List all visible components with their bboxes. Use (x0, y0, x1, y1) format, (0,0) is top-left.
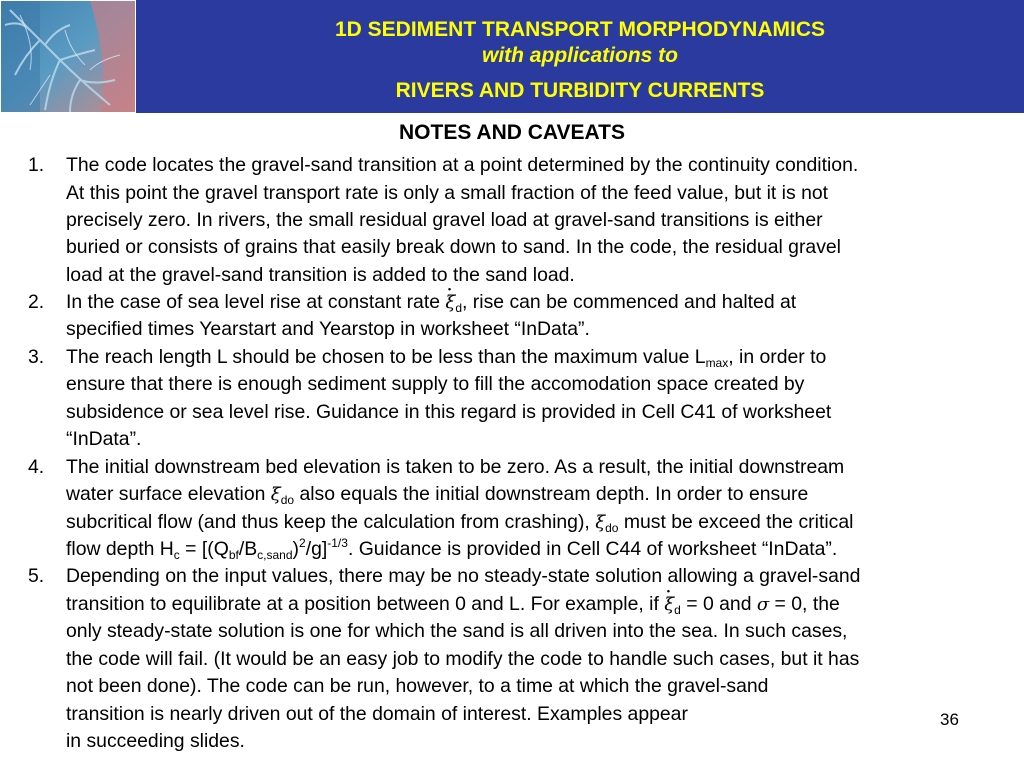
note-3-text-a: The reach length L should be chosen to be less than the maximum value L (66, 346, 706, 368)
note-4-line-3-text-b: must be exceed the critical (623, 511, 854, 533)
subscript-d: d (674, 603, 681, 617)
formula-text: = [(Q (179, 538, 229, 560)
note-3-text-b: , in order to (728, 346, 827, 368)
note-1-line-3: precisely zero. In rivers, the small residual gravel load at gravel-sand transitions is either (66, 209, 823, 231)
note-2-line-1 (66, 290, 796, 315)
superscript-exponent: -1/3 (327, 536, 348, 550)
note-4-line-2-text-b: also equals the initial downstream depth. In order to ensure (299, 483, 809, 505)
xi-symbol: ξ (595, 512, 606, 533)
note-4-line-2 (66, 482, 808, 507)
xi-symbol: ξ (270, 484, 281, 505)
header-title-line-3: RIVERS AND TURBIDITY CURRENTS (395, 79, 765, 102)
note-2-number: 2. (28, 291, 45, 313)
note-5-line-2-text-c: = 0, the (769, 593, 840, 615)
note-5-number: 5. (28, 565, 45, 587)
subscript-max: max (705, 356, 729, 370)
xi-dot-symbol: · ξ (664, 593, 674, 617)
note-4-line-3-text-a: subcritical flow (and thus keep the calculation from crashing), (66, 511, 590, 533)
note-3-line-1 (66, 345, 826, 369)
note-3-line-4: “InData”. (66, 428, 142, 450)
note-5-line-3: only steady-state solution is one for which the sand is all driven into the sea. In such cases, (66, 620, 848, 642)
note-3-line-3: subsidence or sea level rise. Guidance in this regard is provided in Cell C41 of worksheet (66, 401, 832, 423)
note-1-line-2: At this point the gravel transport rate is only a small fraction of the feed value, but it is not (66, 182, 829, 204)
note-5-line-7: in succeeding slides. (66, 730, 245, 752)
note-5-line-2-text-a: transition to equilibrate at a position between 0 and L. For example, if (66, 593, 659, 615)
note-5-line-4: the code will fail. (It would be an easy job to modify the code to handle such cases, but it has (66, 648, 860, 670)
note-2-text-b: , rise can be commenced and halted at (462, 291, 797, 313)
subscript-c-sand: c,sand (257, 548, 293, 562)
note-4-line-4 (66, 537, 837, 561)
sigma-symbol: σ (756, 594, 770, 615)
notes-heading: NOTES AND CAVEATS (399, 121, 625, 144)
formula-text: flow depth H (66, 538, 174, 560)
subscript-do: do (605, 521, 619, 535)
note-4-number: 4. (28, 456, 45, 478)
note-3-number: 3. (28, 346, 45, 368)
note-2-text-a: In the case of sea level rise at constant rate (66, 291, 441, 313)
note-4-line-1: The initial downstream bed elevation is taken to be zero. As a result, the initial downstream (66, 456, 845, 478)
header-title-line-2: with applications to (481, 44, 678, 67)
formula-text: ) (292, 538, 299, 560)
formula-text: /g] (305, 538, 328, 560)
page-number: 36 (940, 710, 959, 729)
header-title-line-1: 1D SEDIMENT TRANSPORT MORPHODYNAMICS (334, 18, 826, 41)
note-1-line-1: The code locates the gravel-sand transition at a point determined by the continuity condition. (66, 154, 859, 176)
superscript-2: 2 (299, 536, 306, 550)
subscript-do: do (280, 493, 295, 507)
formula-text: /B (238, 538, 258, 560)
note-1-number: 1. (28, 154, 45, 176)
note-5-line-1: Depending on the input values, there may be no steady-state solution allowing a gravel-sand (66, 565, 861, 587)
subscript-bf: bf (228, 548, 239, 562)
xi-dot-symbol: · ξ (445, 291, 455, 315)
delta-satellite-image-icon (0, 0, 136, 113)
note-1-line-5: load at the gravel-sand transition is added to the sand load. (66, 264, 575, 286)
note-4-line-3 (66, 510, 853, 535)
formula-text: . Guidance is provided in Cell C44 of worksheet “InData”. (347, 538, 838, 560)
note-5-line-2-text-b: = 0 and (680, 593, 752, 615)
note-4-line-2-text-a: water surface elevation (66, 483, 266, 505)
subscript-d: d (455, 301, 463, 315)
subscript-c: c (173, 548, 180, 562)
note-5-line-5: not been done). The code can be run, however, to a time at which the gravel-sand (66, 675, 769, 697)
note-1-line-4: buried or consists of grains that easily break down to sand. In the code, the residual gravel (66, 236, 841, 258)
note-5-line-2 (66, 592, 840, 617)
note-5-line-6: transition is nearly driven out of the domain of interest. Examples appear (66, 703, 688, 725)
note-2-line-2: specified times Yearstart and Yearstop in worksheet “InData”. (66, 318, 590, 340)
note-3-line-2: ensure that there is enough sediment supply to fill the accomodation space created by (66, 373, 805, 395)
